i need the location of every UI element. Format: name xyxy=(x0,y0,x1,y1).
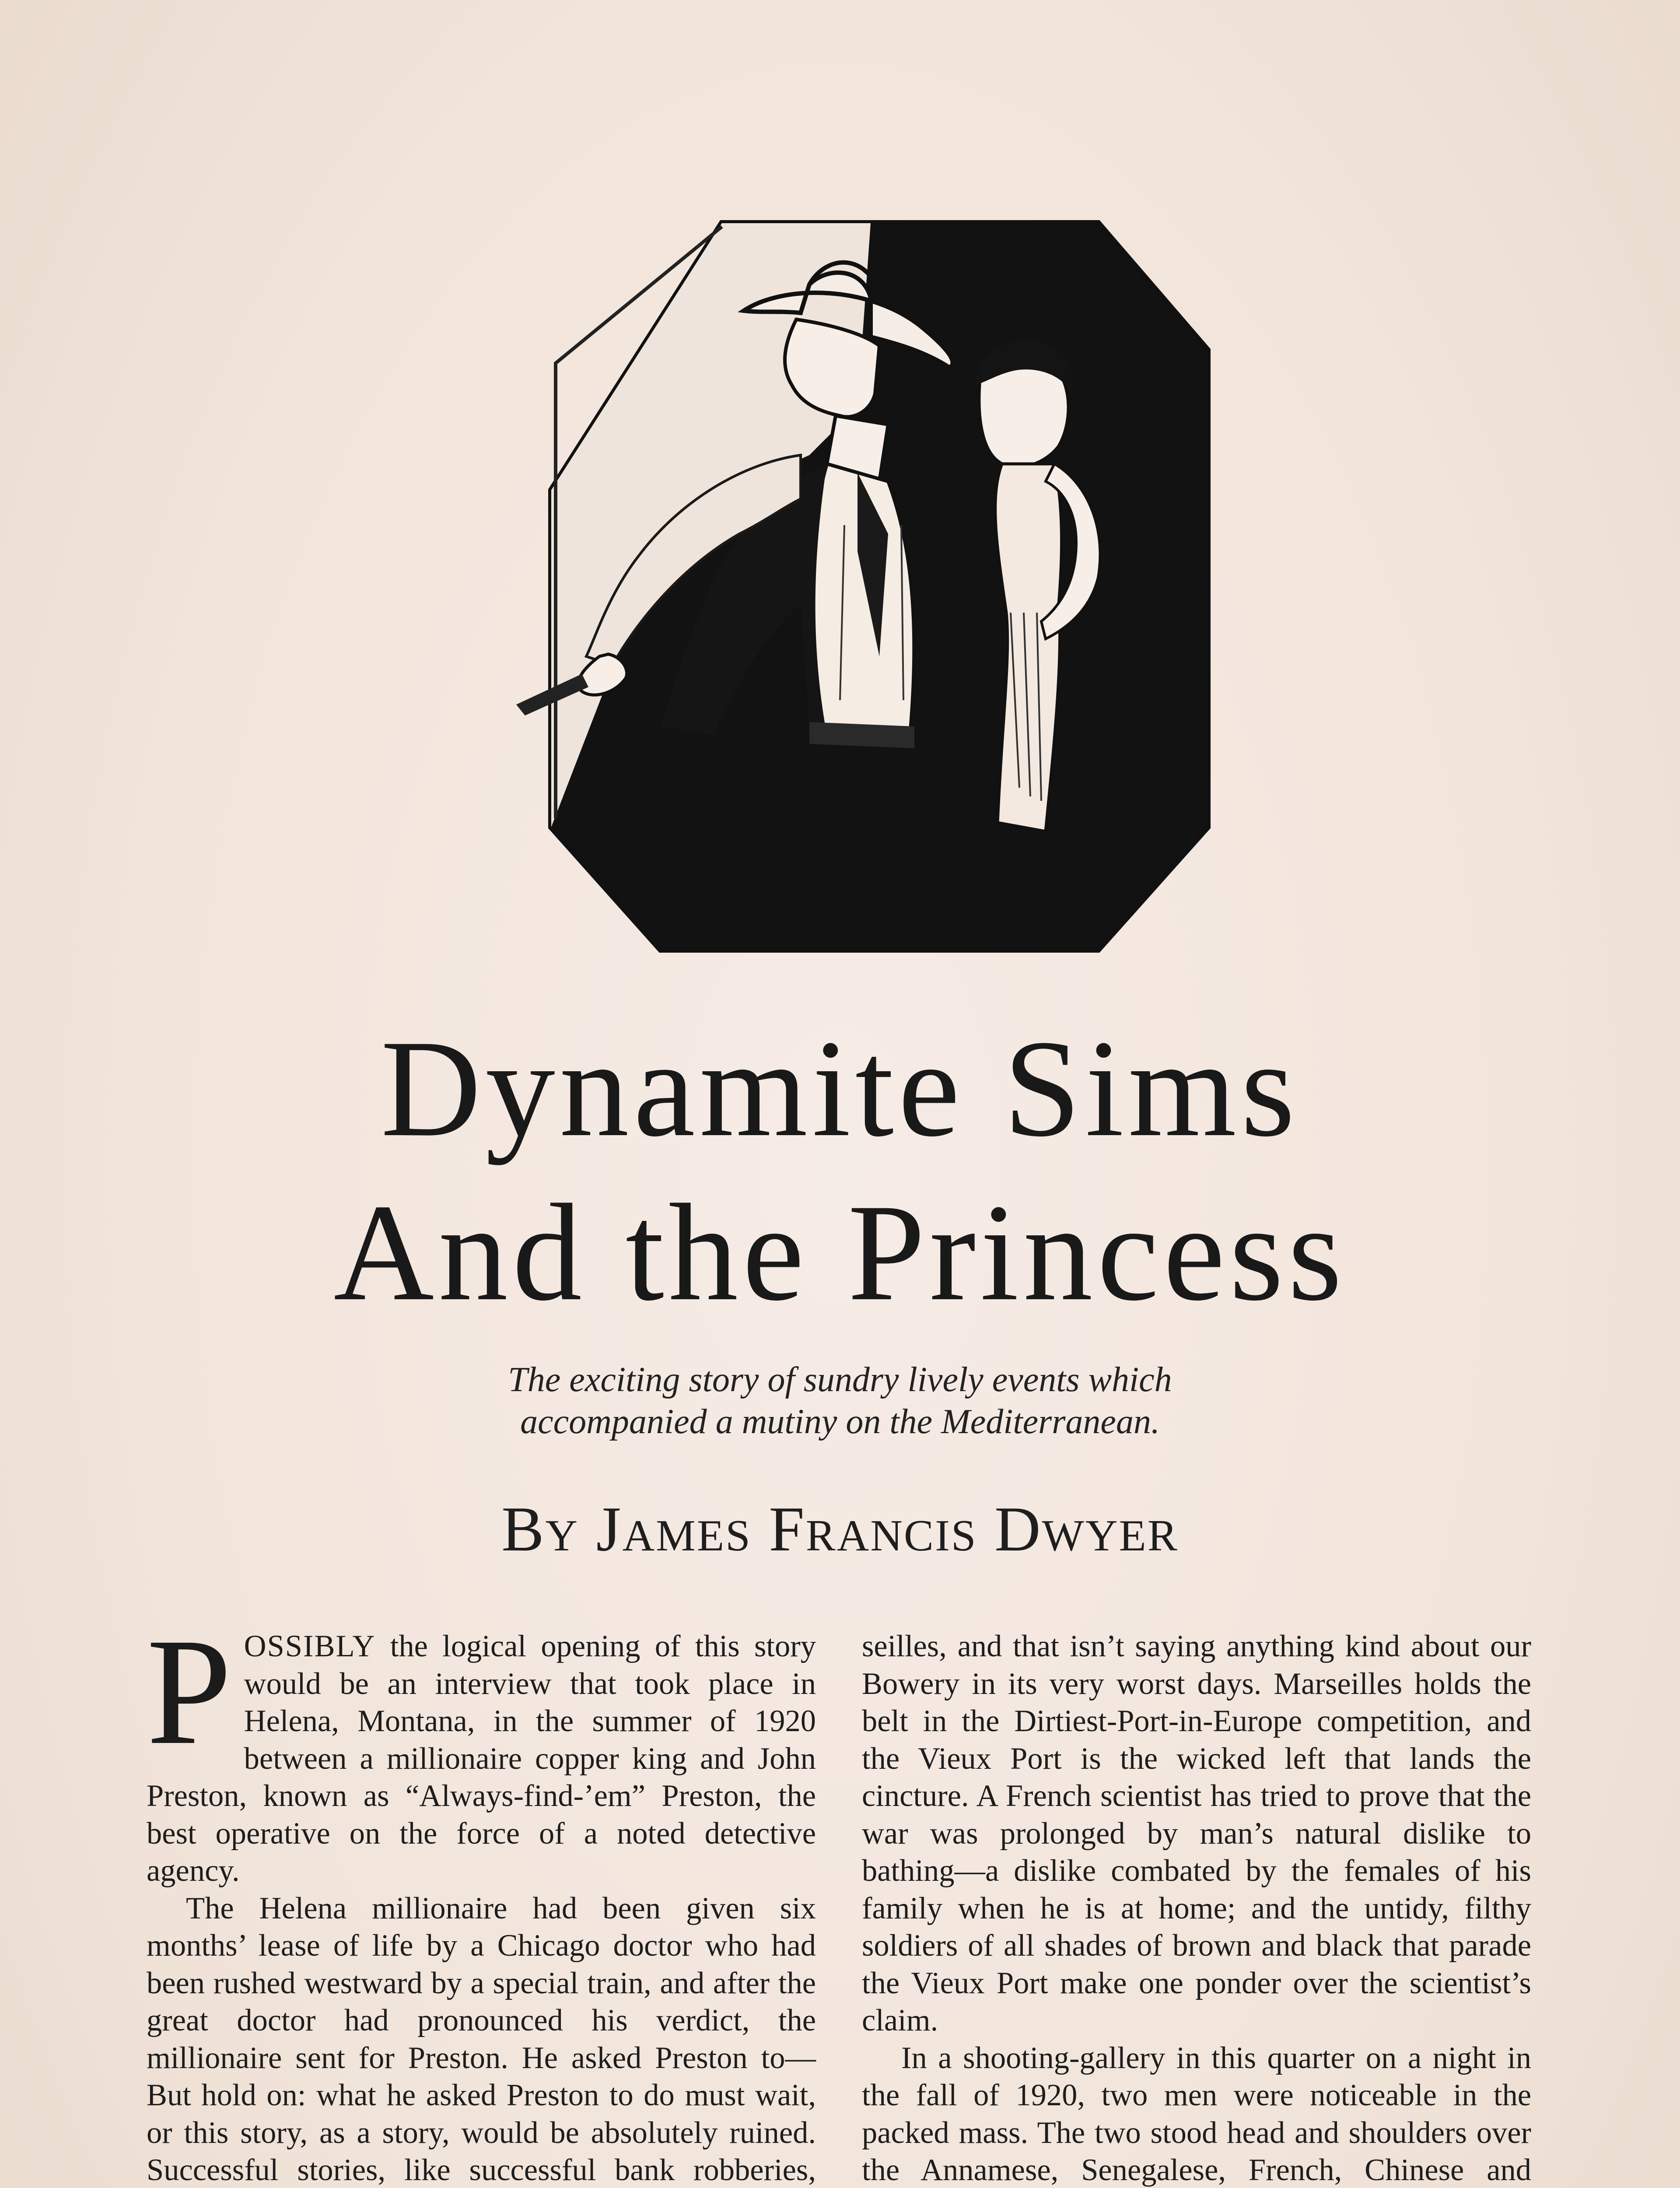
story-subtitle xyxy=(394,1359,1286,1443)
story-title xyxy=(131,1006,1549,1335)
lead-in: OSSIBLY xyxy=(244,1629,376,1663)
subtitle-line-1: The exciting story of sundry lively events which xyxy=(508,1360,1172,1399)
paragraph-text: the logical opening of this story would be an interview that took place in Helena, Montana, in the summer of 1920 between a millionaire copper king and John Preston, known as “Always-find-’em” Preston, the best operative on the force of a noted detective agency. xyxy=(147,1629,816,1888)
paragraph: In a shooting-gallery in this quarter on a night in the fall of 1920, two men were noticeable in the packed mass. The two stood head and shoulders over the Annamese, Senegalese, French, Chinese and xyxy=(862,2041,1531,2187)
cowboy-and-woman-drawing xyxy=(494,219,1212,954)
subtitle-line-2: accompanied a mutiny on the Mediterranean. xyxy=(520,1403,1160,1441)
title-line-1: Dynamite Sims xyxy=(381,1011,1299,1165)
right-column xyxy=(862,1628,1531,2188)
paragraph: seilles, and that isn’t saying anything kind about our Bowery in its very worst days. Marseilles holds the belt in the Dirtiest-Port-in-Europe competition, and the Vieux Port is the wicked left that lands the cincture. A French scientist has tried to prove that the war was prolonged by man’s natural dislike to bathing—a dislike combated by the females of his family when he is at home; and the untidy, filthy soldiers of all shades of brown and black that parade the Vieux Port make one ponder over the scientist’s claim. xyxy=(862,1629,1531,2037)
title-line-2: And the Princess xyxy=(333,1175,1347,1330)
paragraph: The Helena millionaire had been given six months’ lease of life by a Chicago doctor who had been rushed westward by a special train, and after the great doctor had pronounced his verdict, the millionaire sent for Preston. He asked Preston to— But hold on: what he asked Preston to do must wait, or this story, as a story, would be absolutely ruined. Successful stories, like successful bank robberies, xyxy=(147,1891,816,2187)
author-byline: By James Francis Dwyer xyxy=(501,1494,1179,1564)
paragraph xyxy=(147,1606,816,1890)
left-column xyxy=(147,1606,816,2188)
drop-cap: P xyxy=(147,1606,232,1776)
story-illustration xyxy=(494,219,1212,954)
